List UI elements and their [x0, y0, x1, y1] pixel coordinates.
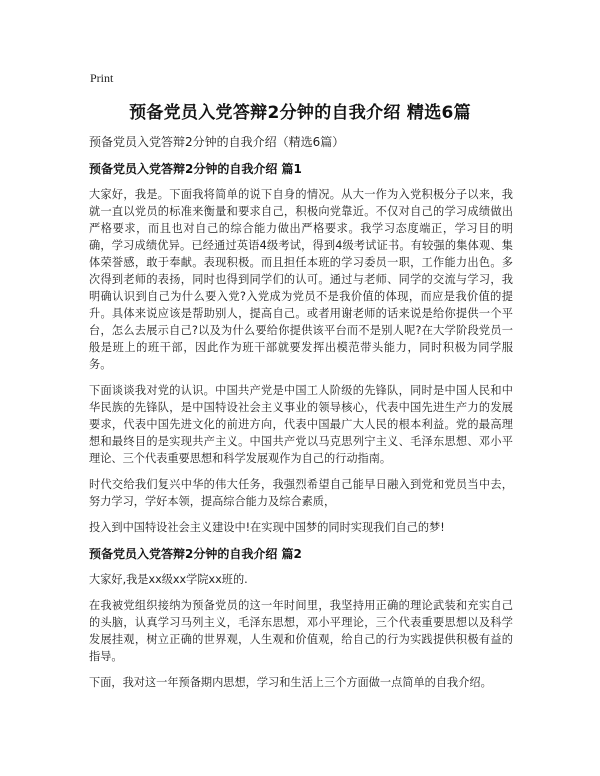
document-subtitle: 预备党员入党答辩2分钟的自我介绍（精选6篇）	[89, 135, 345, 149]
section-2	[89, 545, 513, 691]
document-title: 预备党员入党答辩2分钟的自我介绍 精选6篇	[129, 103, 471, 123]
paragraph: 在我被党组织接纳为预备党员的这一年时间里，我坚持用正确的理论武装和充实自己的头脑，认真学习马列主义，毛泽东思想，邓小平理论，三个代表重要思想以及科学发展挂观，树立正确的世界观，人生观和价值观，给自己的行为实践提供积极有益的指导。	[89, 599, 513, 663]
document-body	[89, 160, 513, 700]
section-1	[89, 160, 513, 536]
paragraph: 大家好，我是。下面我将简单的说下自身的情况。从大一作为入党积极分子以来，我就一直以党员的标准来衡量和要求自己，积极向党靠近。不仅对自己的学习成绩做出严格要求，而且也对自己的综合能力做出严格要求。我学习态度端正，学习目的明确，学习成绩优异。已经通过英语4级考试，得到4级考试证书。有较强的集体观、集体荣誉感，敢于奉献。表现积极。而且担任本班的学习委员一职，工作能力出色。多次得到老师的表扬，同时也得到同学们的认可。通过与老师、同学的交流与学习，我明确认识到自己为什么要入党?入党成为党员不是我价值的体现，而应是我价值的提升。具体来说应该是帮助别人，提高自己。或者用谢老师的话来说是给你提供一个平台，怎么去展示自己?以及为什么要给你提供该平台而不是别人呢?在大学阶段党员一般是班上的班干部，因此作为班干部就要发挥出模范带头能力，同时积极为同学服务。	[89, 188, 513, 371]
print-label: Print	[90, 71, 114, 85]
paragraph: 投入到中国特设社会主义建设中!在实现中国梦的同时实现我们自己的梦!	[89, 521, 445, 534]
paragraph: 下面谈谈我对党的认识。中国共产党是中国工人阶级的先锋队，同时是中国人民和中华民族的先锋队，是中国特设社会主义事业的领导核心，代表中国先进生产力的发展要求，代表中国先进文化的前进方向，代表中国最广大人民的根本利益。党的最高理想和最终目的是实现共产主义。中国共产党以马克思列宁主义、毛泽东思想、邓小平理论、三个代表重要思想和科学发展观作为自己的行动指南。	[89, 384, 513, 465]
section-heading: 预备党员入党答辩2分钟的自我介绍 篇1	[89, 162, 302, 176]
paragraph: 下面，我对这一年预备期内思想，学习和生活上三个方面做一点简单的自我介绍。	[89, 676, 492, 689]
section-heading: 预备党员入党答辩2分钟的自我介绍 篇2	[89, 547, 302, 561]
paragraph: 时代交给我们复兴中华的伟大任务，我强烈希望自己能早日融入到党和党员当中去，努力学习，学好本领，提高综合能力及综合素质，	[89, 478, 513, 508]
paragraph: 大家好,我是xx级xx学院xx班的.	[89, 573, 248, 586]
